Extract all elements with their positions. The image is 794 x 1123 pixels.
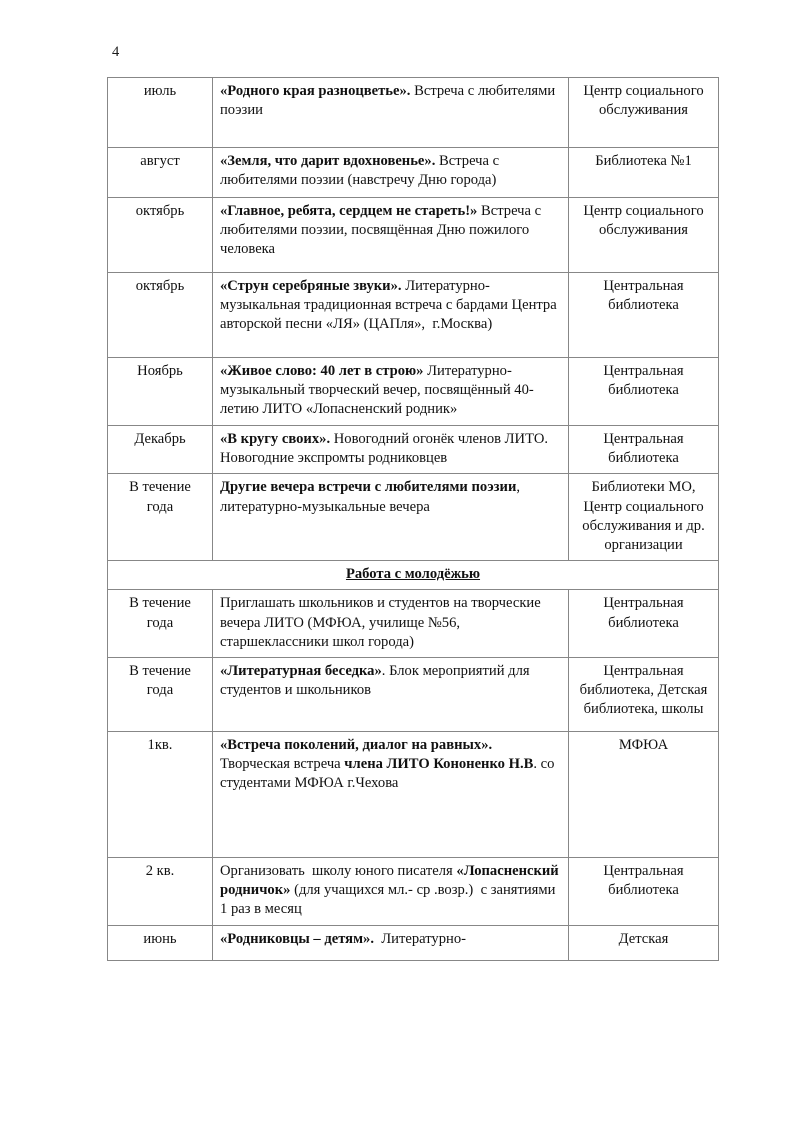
event-text [220, 931, 466, 947]
cell-event [213, 198, 569, 273]
cell-event [213, 590, 569, 658]
cell-period: июнь [108, 925, 213, 960]
table-row [108, 925, 719, 960]
event-text-bold: Другие вечера встречи с любителями поэзии [220, 479, 517, 496]
event-text-bold: «В кругу своих». [220, 431, 331, 447]
table-row [108, 858, 719, 926]
table-row [108, 426, 719, 474]
cell-place: МФЮА [569, 732, 719, 858]
table-section-heading-row [108, 561, 719, 590]
event-text [220, 863, 562, 917]
cell-event [213, 925, 569, 960]
event-text [220, 363, 534, 417]
cell-period: В течение года [108, 474, 213, 561]
section-heading-cell [108, 561, 719, 590]
cell-place: Центр социального обслуживания [569, 198, 719, 273]
event-text-bold: «Живое слово: 40 лет в строю» [220, 363, 424, 379]
plan-table [107, 77, 719, 961]
event-text [220, 278, 560, 332]
event-text [220, 737, 558, 791]
event-text-bold: «Родного края разноцветье». [220, 83, 411, 99]
event-text-bold: «Земля, что дарит вдохновенье». [220, 153, 436, 169]
cell-period: июль [108, 78, 213, 148]
event-text-bold: «Главное, ребята, сердцем не стареть!» [220, 203, 478, 219]
cell-place: Центральная библиотека [569, 426, 719, 474]
cell-event [213, 148, 569, 198]
table-row [108, 273, 719, 358]
event-text-bold: «Лопасненский родничок» [220, 863, 563, 899]
plan-table-body [108, 78, 719, 961]
event-text [220, 479, 524, 514]
event-text-plain: Новогодний огонёк членов ЛИТО. Новогодние экспромты родниковцев [220, 431, 552, 467]
cell-event [213, 358, 569, 426]
cell-period: Декабрь [108, 426, 213, 474]
cell-event [213, 426, 569, 474]
cell-period: 2 кв. [108, 858, 213, 926]
cell-period: В течение года [108, 590, 213, 658]
cell-period: октябрь [108, 198, 213, 273]
event-text [220, 203, 545, 257]
cell-period: август [108, 148, 213, 198]
event-text-bold: «Литературная беседка» [220, 663, 382, 680]
event-text [220, 83, 559, 118]
table-row [108, 78, 719, 148]
event-text-bold: «Струн серебряные звуки». [220, 278, 402, 294]
cell-place: Библиотеки МО, Центр социального обслуживания и др. организации [569, 474, 719, 561]
cell-place: Центр социального обслуживания [569, 78, 719, 148]
table-row [108, 198, 719, 273]
event-text-plain: Встреча с любителями поэзии [220, 83, 559, 119]
table-row [108, 474, 719, 561]
event-text-plain: Приглашать школьников и студентов на творческие вечера ЛИТО (МФЮА, училище №56, старшеклассники школ города) [220, 595, 545, 650]
table-row [108, 658, 719, 732]
event-text [220, 663, 533, 698]
event-text-plain: Творческая встреча [220, 737, 496, 773]
cell-place: Библиотека №1 [569, 148, 719, 198]
cell-place: Детская [569, 925, 719, 960]
page-number: 4 [112, 44, 120, 60]
event-text-plain: . со студентами МФЮА г.Чехова [220, 756, 559, 792]
table-row [108, 148, 719, 198]
event-text-plain: Встреча с любителями поэзии, посвящённая Дню пожилого человека [220, 203, 545, 258]
event-text-plain: Литературно-музыкальная традиционная встреча с бардами Центра авторской песни «ЛЯ» (ЦАПля», г.Москва) [220, 278, 561, 333]
cell-event [213, 858, 569, 926]
event-text-plain: , литературно-музыкальные вечера [220, 479, 524, 515]
cell-place: Центральная библиотека [569, 358, 719, 426]
cell-place: Центральная библиотека, Детская библиотека, школы [569, 658, 719, 732]
cell-period: 1кв. [108, 732, 213, 858]
cell-event [213, 273, 569, 358]
cell-event [213, 78, 569, 148]
cell-period: В течение года [108, 658, 213, 732]
event-text-bold: «Родниковцы – детям». [220, 930, 374, 947]
table-row [108, 590, 719, 658]
cell-period: Ноябрь [108, 358, 213, 426]
event-text-bold: «Встреча поколений, диалог на равных». [220, 737, 493, 754]
cell-event [213, 658, 569, 732]
event-text-plain: Организовать школу юного писателя [220, 863, 457, 880]
event-text [220, 595, 544, 649]
table-row [108, 358, 719, 426]
event-text-plain: . Блок мероприятий для студентов и школьников [220, 663, 534, 699]
table-row [108, 732, 719, 858]
event-text [220, 153, 503, 188]
cell-place: Центральная библиотека [569, 590, 719, 658]
event-text-plain: Литературно-музыкальный творческий вечер, посвящённый 40-летию ЛИТО «Лопасненский родник» [220, 363, 534, 418]
cell-place: Центральная библиотека [569, 273, 719, 358]
event-text-bold: члена ЛИТО Кононенко Н.В [344, 756, 534, 773]
cell-event [213, 474, 569, 561]
cell-period: октябрь [108, 273, 213, 358]
cell-event [213, 732, 569, 858]
event-text [220, 431, 552, 466]
cell-place: Центральная библиотека [569, 858, 719, 926]
event-text-plain: Встреча с любителями поэзии (навстречу Дню города) [220, 153, 503, 189]
section-heading-text: Работа с молодёжью [345, 566, 481, 583]
event-text-plain: (для учащихся мл.- ср .возр.) с занятиями 1 раз в месяц [220, 882, 560, 918]
event-text-plain: Литературно- [373, 930, 466, 947]
